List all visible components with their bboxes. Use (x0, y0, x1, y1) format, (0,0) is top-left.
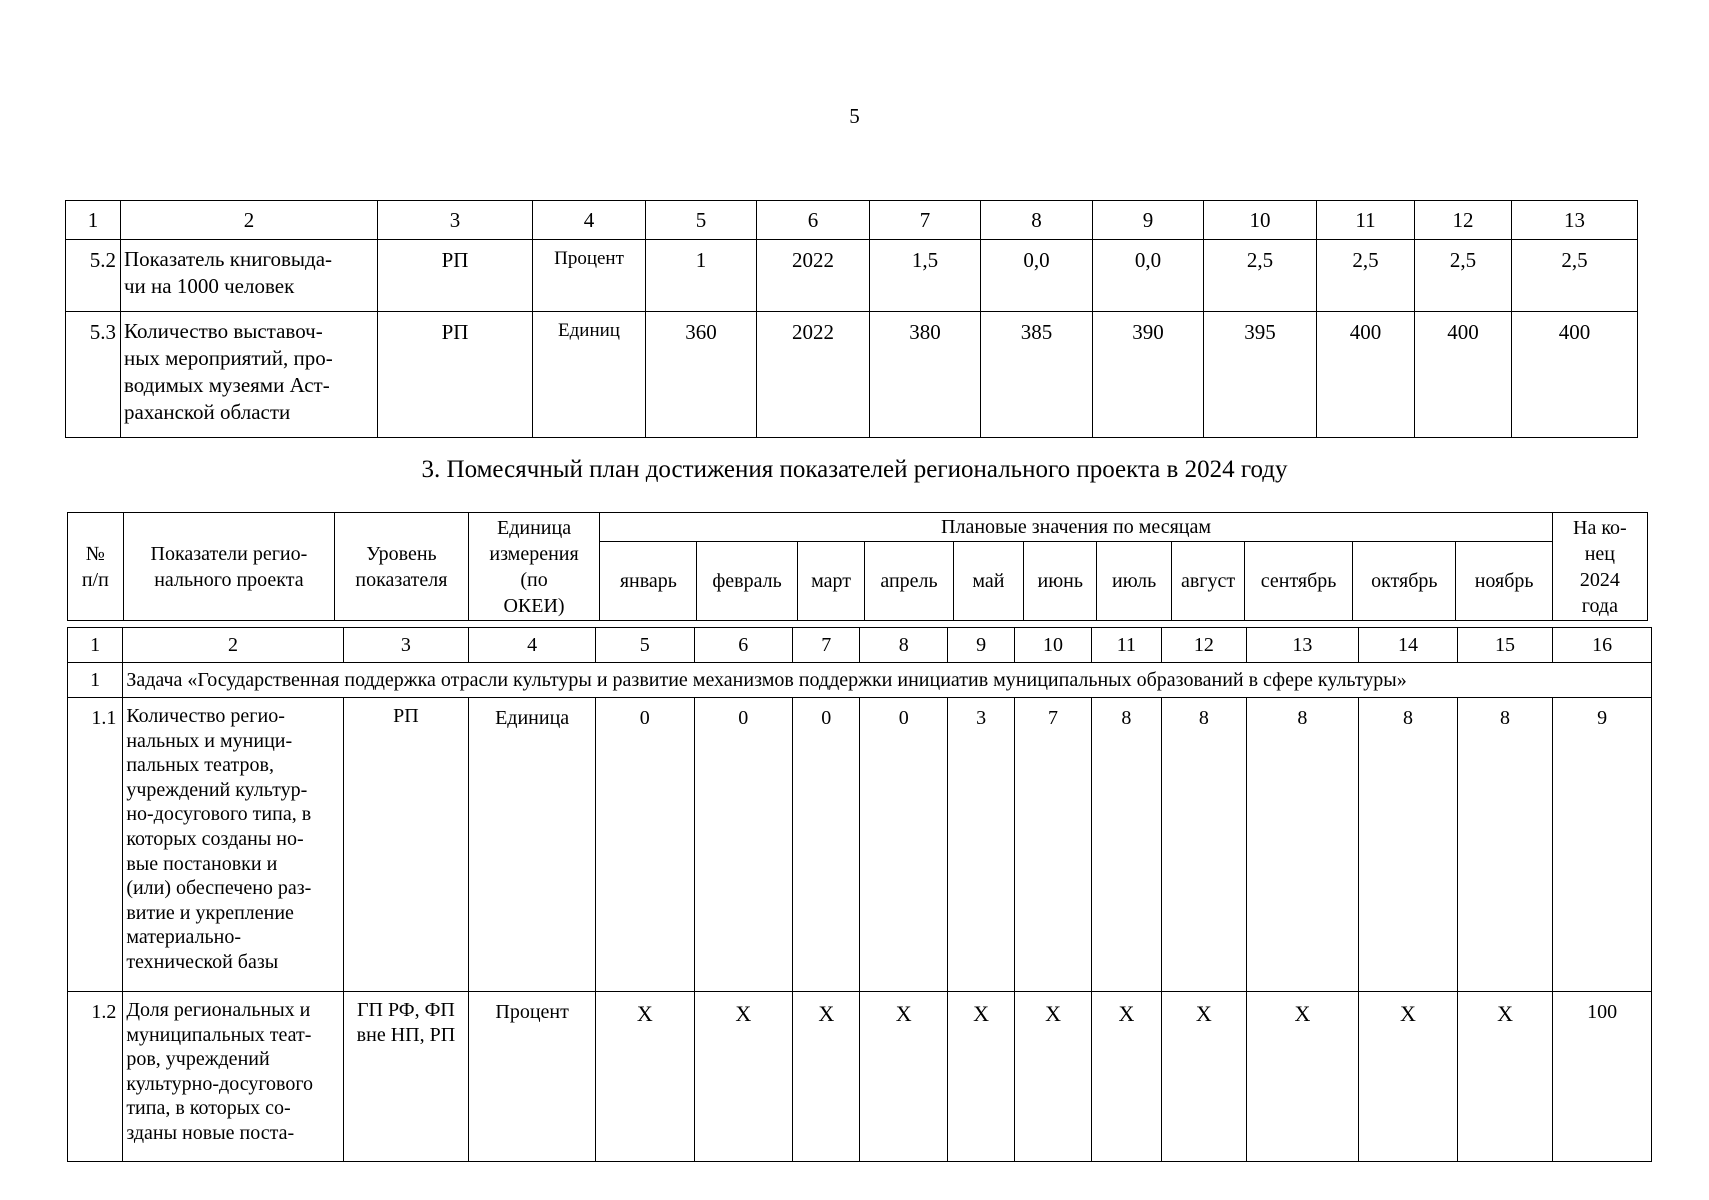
column-number: 6 (757, 201, 870, 240)
indicators-table-continued (65, 200, 1638, 438)
month-value: X (1015, 992, 1091, 1162)
header-line: ОКЕИ) (503, 594, 565, 617)
column-number: 5 (646, 201, 757, 240)
indicator-level: РП (378, 240, 533, 312)
monthly-plan-table (67, 627, 1652, 1162)
value-cell: 400 (1415, 312, 1512, 438)
month-header: март (797, 542, 865, 621)
column-number: 3 (378, 201, 533, 240)
task-row (68, 663, 1652, 698)
indicator-name-line: пальных театров, (126, 754, 274, 777)
indicator-name-line: культурно-досугового (126, 1072, 314, 1095)
column-number: 11 (1317, 201, 1415, 240)
header-num (68, 513, 124, 621)
month-value: X (1162, 992, 1246, 1162)
header-level (335, 513, 469, 621)
table-row (66, 312, 1638, 438)
header-unit (468, 513, 600, 621)
month-header: май (953, 542, 1024, 621)
indicator-name-line: которых созданы но- (126, 827, 304, 850)
column-number: 12 (1162, 628, 1246, 663)
value-cell: 400 (1317, 312, 1415, 438)
table-row (66, 240, 1638, 312)
column-number: 4 (533, 201, 646, 240)
column-number: 12 (1415, 201, 1512, 240)
unit-cell: Единица (469, 698, 596, 992)
header-line: п/п (81, 568, 109, 591)
column-number: 6 (694, 628, 793, 663)
end-of-year-value: 9 (1553, 698, 1652, 992)
indicator-name (121, 240, 378, 312)
month-header: январь (600, 542, 697, 621)
month-value: X (793, 992, 860, 1162)
table-row (68, 698, 1652, 992)
indicator-name-line: материально- (126, 926, 242, 949)
header-line: нец (1584, 542, 1616, 565)
header-months-title: Плановые значения по месяцам (600, 513, 1552, 542)
column-number: 7 (870, 201, 981, 240)
indicator-name-line: Количество выставоч- (124, 319, 323, 343)
task-number: 1 (68, 663, 123, 698)
indicator-name-line: Количество регио- (126, 705, 285, 727)
month-header: ноябрь (1456, 542, 1552, 621)
header-line: Уровень (366, 542, 437, 565)
value-cell: 380 (870, 312, 981, 438)
header-line: На ко- (1573, 516, 1627, 539)
column-number: 2 (121, 201, 378, 240)
column-number: 15 (1457, 628, 1553, 663)
value-cell: 2,5 (1317, 240, 1415, 312)
header-indicator (123, 513, 335, 621)
section-title: 3. Помесячный план достижения показателей регионального проекта в 2024 году (421, 456, 1288, 483)
column-number: 16 (1553, 628, 1652, 663)
header-line: (по (520, 568, 548, 591)
value-cell: 0,0 (1093, 240, 1204, 312)
month-value: 0 (860, 698, 947, 992)
value-cell: 400 (1512, 312, 1638, 438)
month-value: 0 (694, 698, 793, 992)
task-text: Задача «Государственная поддержка отрасли культуры и развитие механизмов поддержки инициатив муниципальных образований в сфере культуры» (123, 663, 1652, 698)
month-value: X (1091, 992, 1161, 1162)
month-header: август (1172, 542, 1245, 621)
column-number: 2 (123, 628, 343, 663)
column-number: 3 (343, 628, 469, 663)
indicator-name-line: Показатель книговыда- (124, 247, 333, 271)
month-value: X (1246, 992, 1359, 1162)
indicator-name-line: нальных и муници- (126, 729, 293, 752)
column-number: 7 (793, 628, 860, 663)
header-line: нального проекта (154, 568, 304, 591)
month-value: 0 (793, 698, 860, 992)
month-value: X (947, 992, 1014, 1162)
month-value: 8 (1359, 698, 1458, 992)
month-value: X (1359, 992, 1458, 1162)
header-line: измерения (489, 542, 579, 565)
column-number: 1 (66, 201, 121, 240)
indicator-name-line: технической базы (126, 950, 279, 973)
indicator-level-line: вне НП, РП (356, 1024, 456, 1046)
indicator-level: РП (378, 312, 533, 438)
month-header: февраль (697, 542, 797, 621)
column-number: 1 (68, 628, 123, 663)
indicator-name-line: вые постановки и (126, 852, 278, 875)
value-cell: 2,5 (1415, 240, 1512, 312)
month-value: X (860, 992, 947, 1162)
indicator-name-line: чи на 1000 человек (124, 274, 295, 298)
column-number: 11 (1091, 628, 1161, 663)
value-cell: 2022 (757, 312, 870, 438)
indicator-level: РП (343, 698, 469, 992)
month-value: 8 (1162, 698, 1246, 992)
month-value: 8 (1091, 698, 1161, 992)
month-value: 3 (947, 698, 1014, 992)
indicator-name-line: раханской области (124, 400, 291, 424)
indicator-name-line: учреждений культур- (126, 778, 308, 801)
month-value: 8 (1246, 698, 1359, 992)
month-value: X (595, 992, 694, 1162)
table-row (68, 992, 1652, 1162)
column-number: 8 (860, 628, 947, 663)
value-cell: 2,5 (1512, 240, 1638, 312)
month-value: X (1457, 992, 1553, 1162)
header-line: 2024 (1579, 568, 1620, 591)
value-cell: 395 (1204, 312, 1317, 438)
month-header: сентябрь (1244, 542, 1352, 621)
row-number: 1.2 (68, 992, 123, 1162)
header-line: Единица (496, 516, 572, 539)
value-cell: 385 (981, 312, 1093, 438)
page-number: 5 (849, 104, 860, 128)
month-header: октябрь (1353, 542, 1456, 621)
value-cell: 1,5 (870, 240, 981, 312)
indicator-level (343, 992, 469, 1162)
row-number: 5.2 (66, 240, 121, 312)
value-cell: 360 (646, 312, 757, 438)
month-value: X (694, 992, 793, 1162)
indicator-level-line: ГП РФ, ФП (356, 999, 455, 1021)
value-cell: 2022 (757, 240, 870, 312)
unit-cell: Процент (469, 992, 596, 1162)
header-line: № (85, 542, 105, 565)
column-number-row (66, 201, 1638, 240)
indicator-name (123, 698, 343, 992)
indicator-name-line: витие и укрепление (126, 901, 294, 924)
value-cell: 2,5 (1204, 240, 1317, 312)
month-value: 7 (1015, 698, 1091, 992)
row-number: 1.1 (68, 698, 123, 992)
indicator-name (121, 312, 378, 438)
value-cell: 390 (1093, 312, 1204, 438)
month-value: 8 (1457, 698, 1553, 992)
column-number: 4 (469, 628, 596, 663)
value-cell: 1 (646, 240, 757, 312)
indicator-name-line: водимых музеями Аст- (124, 373, 330, 397)
indicator-name-line: ров, учреждений (126, 1048, 270, 1071)
column-number: 5 (595, 628, 694, 663)
end-of-year-value: 100 (1553, 992, 1652, 1162)
monthly-plan-table-header (67, 512, 1648, 621)
value-cell: 0,0 (981, 240, 1093, 312)
header-line: Показатели регио- (150, 542, 308, 565)
month-header: июль (1097, 542, 1172, 621)
month-header: апрель (865, 542, 953, 621)
header-row (68, 513, 1648, 542)
header-line: показателя (355, 568, 448, 591)
month-header: июнь (1024, 542, 1097, 621)
column-number: 14 (1359, 628, 1458, 663)
column-number: 9 (947, 628, 1014, 663)
month-value: 0 (595, 698, 694, 992)
indicator-name-line: зданы новые поста- (126, 1121, 295, 1144)
indicator-name-line: (или) обеспечено раз- (126, 877, 312, 900)
column-number-row (68, 628, 1652, 663)
indicator-name-line: Доля региональных и (126, 999, 311, 1021)
header-line: года (1581, 594, 1618, 617)
column-number: 10 (1015, 628, 1091, 663)
indicator-name-line: муниципальных теат- (126, 1023, 312, 1046)
unit-cell: Единиц (533, 312, 646, 438)
indicator-name-line: типа, в которых со- (126, 1097, 291, 1120)
row-number: 5.3 (66, 312, 121, 438)
column-number: 10 (1204, 201, 1317, 240)
unit-cell: Процент (533, 240, 646, 312)
column-number: 9 (1093, 201, 1204, 240)
column-number: 8 (981, 201, 1093, 240)
indicator-name (123, 992, 343, 1162)
indicator-name-line: ных мероприятий, про- (124, 346, 333, 370)
column-number: 13 (1246, 628, 1359, 663)
column-number: 13 (1512, 201, 1638, 240)
header-end-of-year (1552, 513, 1647, 621)
indicator-name-line: но-досугового типа, в (126, 803, 312, 826)
